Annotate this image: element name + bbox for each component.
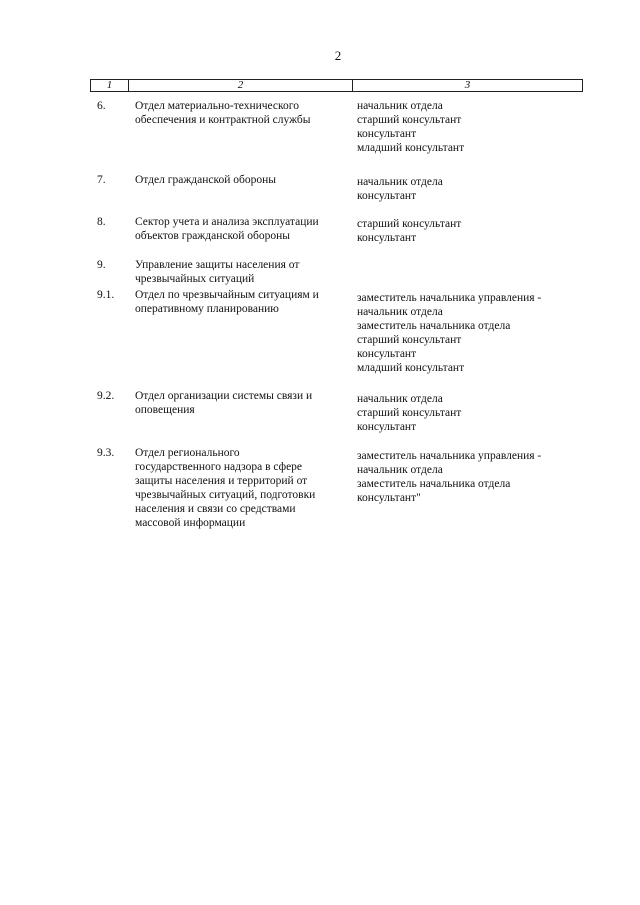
position-list <box>357 175 587 203</box>
position-item: начальник отдела <box>357 393 443 405</box>
name-line: государственного надзора в сфере <box>135 461 303 473</box>
header-col-3: 3 <box>464 79 471 91</box>
header-col-1: 1 <box>91 80 129 91</box>
row-number: 6. <box>97 100 106 112</box>
position-item: консультант <box>357 190 417 202</box>
position-item: заместитель начальника отдела <box>357 478 511 490</box>
position-item: заместитель начальника управления - <box>357 292 542 304</box>
position-item: начальник отдела <box>357 100 443 112</box>
position-item: младший консультант <box>357 362 465 374</box>
row-number: 7. <box>97 174 106 186</box>
name-line: обеспечения и контрактной службы <box>135 114 311 126</box>
position-item: старший консультант <box>357 114 462 126</box>
position-item: консультант <box>357 232 417 244</box>
position-item: консультант <box>357 128 417 140</box>
position-list <box>357 449 587 505</box>
position-list <box>357 392 587 434</box>
position-item: начальник отдела <box>357 464 443 476</box>
name-line: Сектор учета и анализа эксплуатации <box>135 216 319 228</box>
header-col-2: 2 <box>129 80 353 91</box>
row-number: 9.3. <box>97 447 115 459</box>
name-line: населения и связи со средствами <box>135 503 296 515</box>
position-item: начальник отдела <box>357 306 443 318</box>
position-item: старший консультант <box>357 407 462 419</box>
row-number: 9.2. <box>97 390 115 402</box>
department-name <box>135 99 349 127</box>
position-item: консультант <box>357 421 417 433</box>
name-line: Отдел материально-технического <box>135 100 299 112</box>
name-line: Отдел регионального <box>135 447 240 459</box>
name-line: оповещения <box>135 404 195 416</box>
department-name <box>135 173 349 187</box>
name-line: объектов гражданской обороны <box>135 230 290 242</box>
position-item: старший консультант <box>357 334 462 346</box>
table-header <box>90 79 583 92</box>
name-line: защиты населения и территорий от <box>135 475 308 487</box>
position-item: младший консультант <box>357 142 465 154</box>
department-name <box>135 215 349 243</box>
row-number: 9.1. <box>97 289 115 301</box>
position-item: старший консультант <box>357 218 462 230</box>
name-line: Управление защиты населения от <box>135 259 300 271</box>
page-number: 2 <box>334 48 342 63</box>
department-name <box>135 389 349 417</box>
position-item: заместитель начальника отдела <box>357 320 511 332</box>
row-number: 8. <box>97 216 106 228</box>
department-name <box>135 258 349 286</box>
department-name <box>135 446 349 530</box>
position-item: консультант" <box>357 492 421 504</box>
name-line: оперативному планированию <box>135 303 279 315</box>
department-name <box>135 288 349 316</box>
position-list <box>357 291 587 375</box>
name-line: массовой информации <box>135 517 246 529</box>
name-line: чрезвычайных ситуаций <box>135 273 255 285</box>
position-item: заместитель начальника управления - <box>357 450 542 462</box>
name-line: Отдел организации системы связи и <box>135 390 313 402</box>
position-list <box>357 217 587 245</box>
position-item: консультант <box>357 348 417 360</box>
position-item: начальник отдела <box>357 176 443 188</box>
name-line: Отдел гражданской обороны <box>135 174 276 186</box>
name-line: чрезвычайных ситуаций, подготовки <box>135 489 316 501</box>
name-line: Отдел по чрезвычайным ситуациям и <box>135 289 319 301</box>
row-number: 9. <box>97 259 106 271</box>
position-list <box>357 99 587 155</box>
